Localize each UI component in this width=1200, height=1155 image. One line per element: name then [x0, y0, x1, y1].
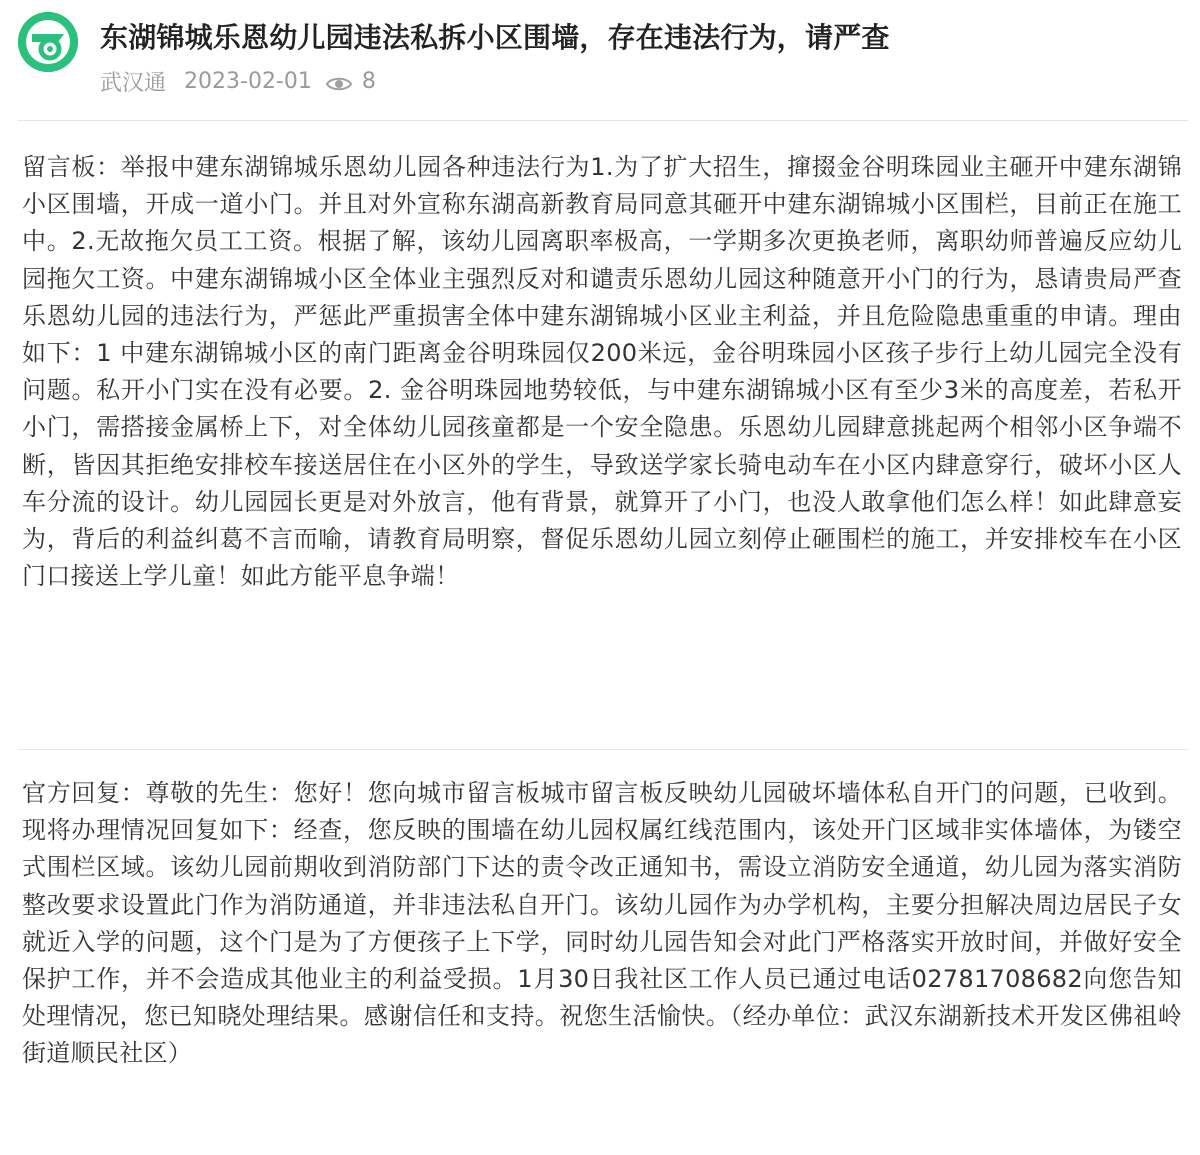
message-board-text: 举报中建东湖锦城乐恩幼儿园各种违法行为1.为了扩大招生，撺掇金谷明珠园业主砸开中建东湖锦小区围墙，开成一道小门。并且对外宣称东湖高新教育局同意其砸开中建东湖锦城小区围栏，目前正在施工中。2.无故拖欠员工工资。根据了解，该幼儿园离职率极高，一学期多次更换老师，离职幼师普遍反应幼儿园拖欠工资。中建东湖锦城小区全体业主强烈反对和谴责乐恩幼儿园这种随意开小门的行为，恳请贵局严查乐恩幼儿园的违法行为，严惩此严重损害全体中建东湖锦城小区业主利益，并且危险隐患重重的申请。理由如下：1 中建东湖锦城小区的南门距离金谷明珠园仅200米远，金谷明珠园小区孩子步行上幼儿园完全没有问题。私开小门实在没有必要。2. 金谷明珠园地势较低，与中建东湖锦城小区有至少3米的高度差，若私开小门，需搭接金属桥上下，对全体幼儿园孩童都是一个安全隐患。乐恩幼儿园肆意挑起两个相邻小区争端不断，皆因其拒绝安排校车接送居住在小区外的学生，导致送学家长骑电动车在小区内肆意穿行，破坏小区人车分流的设计。幼儿园园长更是对外放言，他有背景，就算开了小门，也没人敢拿他们怎么样！如此肆意妄为，背后的利益纠葛不言而喻，请教育局明察，督促乐恩幼儿园立刻停止砸围栏的施工，并安排校车在小区门口接送上学儿童！如此方能平息争端！	[22, 153, 1182, 591]
post-date: 2023-02-01	[184, 69, 312, 94]
official-reply-text: 尊敬的先生：您好！您向城市留言板城市留言板反映幼儿园破坏墙体私自开门的问题，已收到。现将办理情况回复如下：经查，您反映的围墙在幼儿园权属红线范围内，该处开门区域非实体墙体，为镂空式围栏区域。该幼儿园前期收到消防部门下达的责令改正通知书，需设立消防安全通道，幼儿园为落实消防整改要求设置此门作为消防通道，并非违法私自开门。该幼儿园作为办学机构，主要分担解决周边居民子女就近入学的问题，这个门是为了方便孩子上下学，同时幼儿园告知会对此门严格落实开放时间，并做好安全保护工作，并不会造成其他业主的利益受损。1月30日我社区工作人员已通过电话02781708682向您告知处理情况，您已知晓处理结果。感谢信任和支持。祝您生活愉快。（经办单位：武汉东湖新技术开发区佛祖岭街道顺民社区）	[22, 779, 1182, 1068]
post-source[interactable]: 武汉通	[100, 71, 167, 96]
message-board-section	[22, 149, 1182, 595]
wuhantong-logo-icon[interactable]	[18, 12, 78, 72]
official-reply-section	[22, 775, 1182, 1073]
header-divider	[18, 120, 1188, 121]
view-count: 8	[361, 69, 376, 94]
logo-mark	[18, 12, 78, 72]
post-meta	[100, 66, 376, 97]
eye-icon	[326, 74, 352, 92]
official-reply-label: 官方回复：	[22, 779, 146, 807]
message-board-label: 留言板：	[22, 153, 121, 181]
post-title: 东湖锦城乐恩幼儿园违法私拆小区围墙，存在违法行为，请严查	[100, 21, 890, 54]
section-divider	[18, 749, 1188, 750]
post-header	[0, 0, 1200, 120]
